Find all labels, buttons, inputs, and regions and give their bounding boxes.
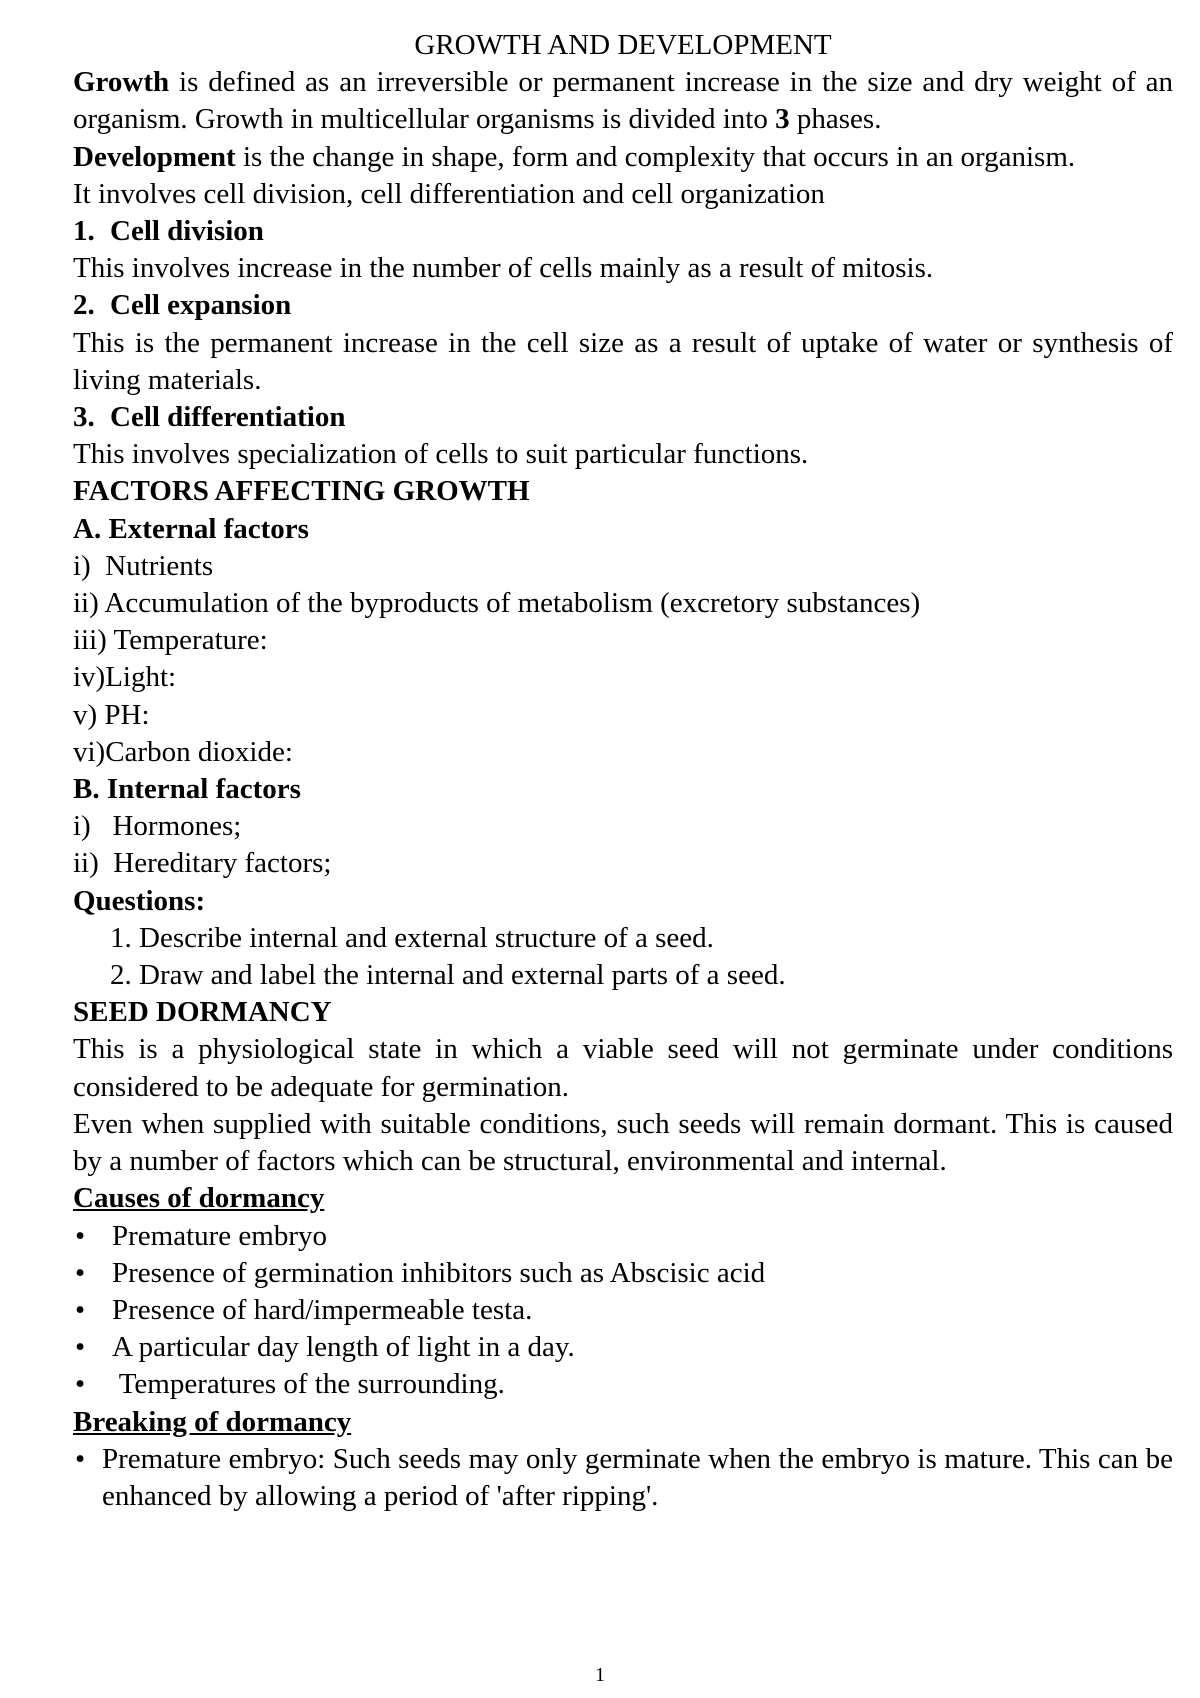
internal-factor-item: ii) Hereditary factors; bbox=[73, 847, 332, 880]
external-factor-item: vi)Carbon dioxide: bbox=[73, 735, 293, 768]
phase-heading: 3. Cell differentiation bbox=[73, 401, 346, 434]
cause-item: • Premature embryo bbox=[73, 1218, 1173, 1255]
bullet-icon: • bbox=[75, 1256, 86, 1289]
bullet-icon: • bbox=[75, 1368, 86, 1401]
question-item: 1. Describe internal and external structure of a seed. bbox=[110, 921, 714, 954]
bullet-icon: • bbox=[75, 1219, 86, 1252]
phase-text: This is the permanent increase in the cell size as a result of uptake of water or synthesis of living materials. bbox=[73, 326, 1173, 396]
growth-term: Growth bbox=[73, 66, 170, 99]
bullet-icon: • bbox=[75, 1442, 86, 1475]
phase-heading: 1. Cell division bbox=[73, 215, 264, 248]
external-factor-item: i) Nutrients bbox=[73, 549, 214, 582]
page-number: 1 bbox=[595, 1664, 605, 1686]
external-factors-heading: A. External factors bbox=[73, 512, 309, 545]
cause-item: • A particular day length of light in a day. bbox=[73, 1329, 1173, 1366]
external-factor-item: ii) Accumulation of the byproducts of metabolism (excretory substances) bbox=[73, 587, 921, 620]
growth-definition: Growth is defined as an irreversible or permanent increase in the size and dry weight of an organism. Growth in multicellular organisms is divided into 3 phases. bbox=[73, 66, 1173, 136]
bullet-icon: • bbox=[75, 1331, 86, 1364]
dormancy-heading: SEED DORMANCY bbox=[73, 996, 332, 1029]
cause-item: • Presence of hard/impermeable testa. bbox=[73, 1292, 1173, 1329]
external-factor-item: iv)Light: bbox=[73, 661, 177, 694]
development-definition: Development is the change in shape, form and complexity that occurs in an organism. bbox=[73, 140, 1076, 173]
factors-heading: FACTORS AFFECTING GROWTH bbox=[73, 475, 530, 508]
page-title: GROWTH AND DEVELOPMENT bbox=[414, 29, 832, 61]
dormancy-definition: This is a physiological state in which a viable seed will not germinate under conditions considered to be adequate for germination. bbox=[73, 1033, 1173, 1103]
internal-factors-heading: B. Internal factors bbox=[73, 773, 301, 806]
breaking-item: • Premature embryo: Such seeds may only germinate when the embryo is mature. This can be enhanced by allowing a period of 'after ripping'. bbox=[73, 1441, 1173, 1515]
development-involves: It involves cell division, cell differentiation and cell organization bbox=[73, 177, 825, 210]
bullet-icon: • bbox=[75, 1293, 86, 1326]
document-page bbox=[73, 27, 1173, 1515]
questions-heading: Questions: bbox=[73, 884, 206, 917]
causes-heading: Causes of dormancy bbox=[73, 1182, 325, 1215]
external-factor-item: iii) Temperature: bbox=[73, 624, 268, 657]
cause-item: • Temperatures of the surrounding. bbox=[73, 1366, 1173, 1403]
development-term: Development bbox=[73, 140, 236, 173]
dormancy-cause-text: Even when supplied with suitable conditions, such seeds will remain dormant. This is caused by a number of factors which can be structural, environmental and internal. bbox=[73, 1107, 1173, 1178]
breaking-heading: Breaking of dormancy bbox=[73, 1405, 352, 1438]
phase-heading: 2. Cell expansion bbox=[73, 289, 292, 322]
phase-text: This involves specialization of cells to suit particular functions. bbox=[73, 438, 809, 471]
phase-text: This involves increase in the number of cells mainly as a result of mitosis. bbox=[73, 252, 934, 285]
internal-factor-item: i) Hormones; bbox=[73, 810, 242, 843]
question-item: 2. Draw and label the internal and external parts of a seed. bbox=[110, 959, 786, 992]
cause-item: • Presence of germination inhibitors such as Abscisic acid bbox=[73, 1255, 1173, 1292]
external-factor-item: v) PH: bbox=[73, 698, 150, 731]
